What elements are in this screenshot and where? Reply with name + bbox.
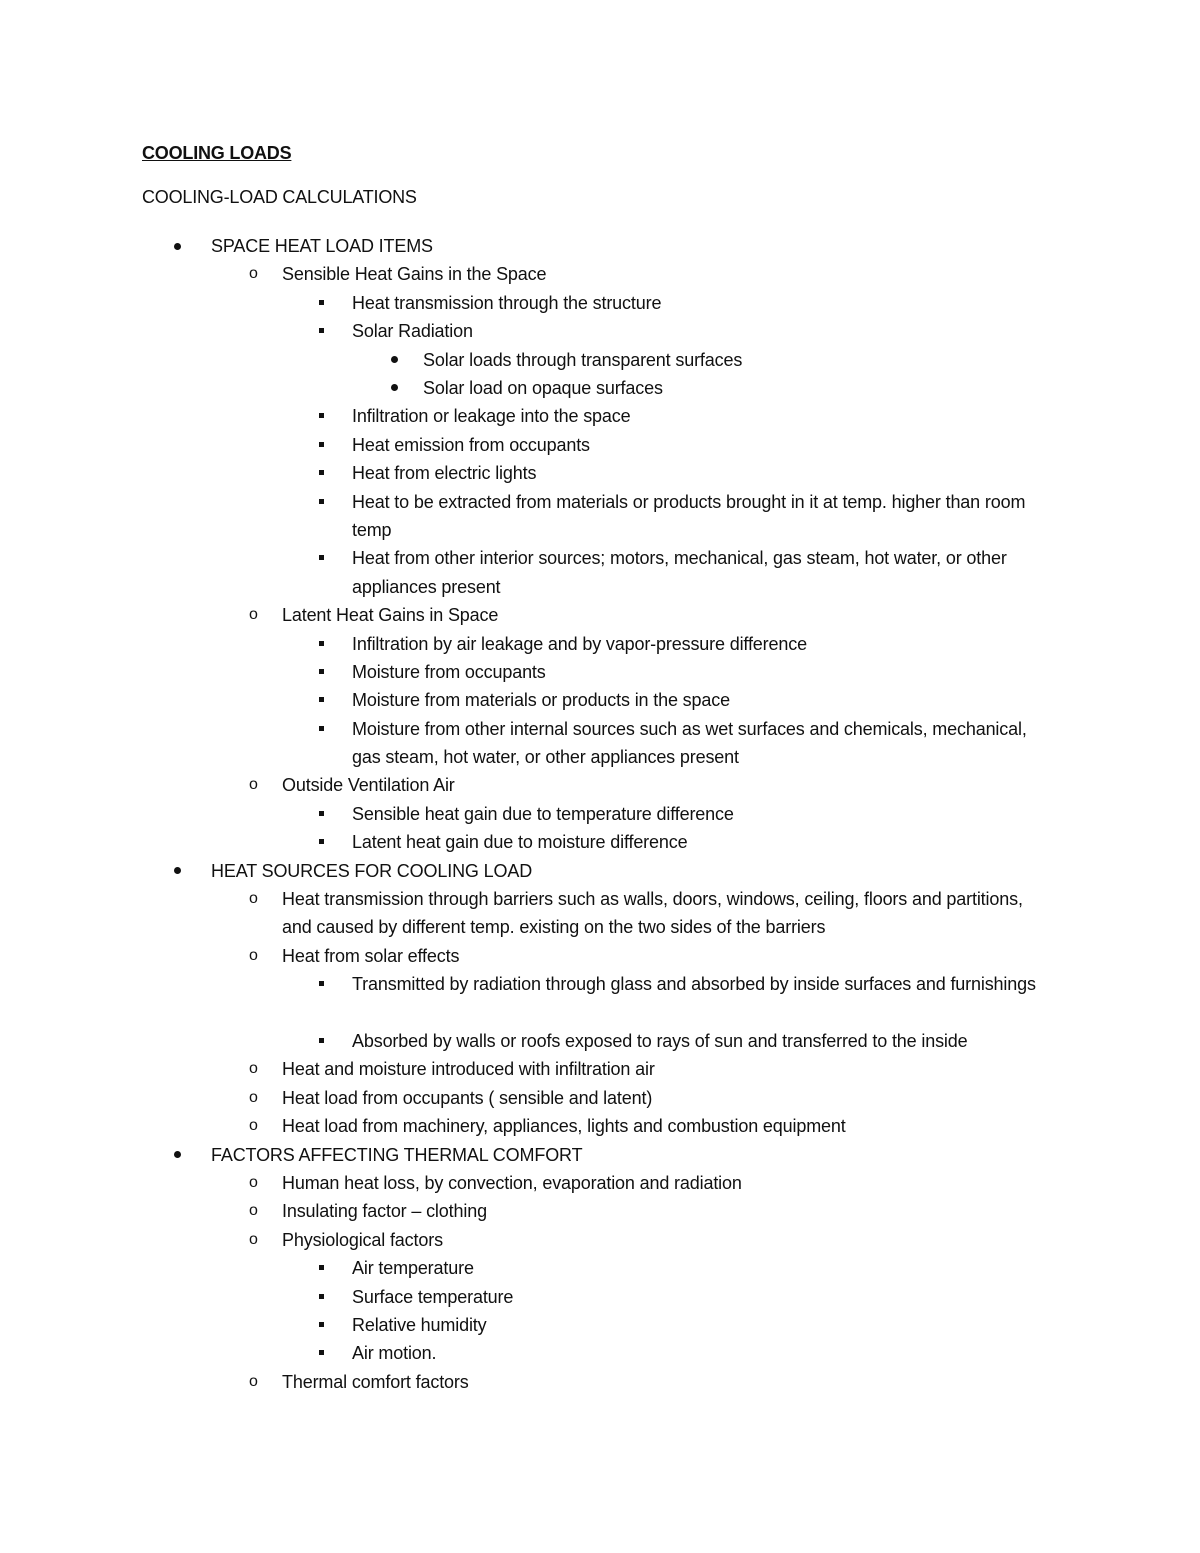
list-item: Infiltration by air leakage and by vapor-pressure difference — [0, 630, 1200, 658]
list-item: o Outside Ventilation Air — [0, 771, 1200, 799]
bullet-square-icon — [319, 715, 325, 743]
list-item: o Latent Heat Gains in Space — [0, 601, 1200, 629]
list-item: Solar load on opaque surfaces — [0, 374, 1200, 402]
list-item: Heat transmission through the structure — [0, 289, 1200, 317]
list-item: Air motion. — [0, 1339, 1200, 1367]
bullet-square-icon — [319, 800, 325, 828]
page-title: COOLING LOADS — [142, 143, 292, 163]
list-item: Moisture from materials or products in the space — [0, 686, 1200, 714]
bullet-disc-icon — [391, 346, 399, 374]
bullet-square-icon — [319, 970, 325, 998]
bullet-square-icon — [319, 686, 325, 714]
list-item: o Heat load from machinery, appliances, lights and combustion equipment — [0, 1112, 1200, 1140]
bullet-disc-icon — [174, 232, 182, 260]
list-item: Latent heat gain due to moisture difference — [0, 828, 1200, 856]
bullet-square-icon — [319, 1339, 325, 1367]
bullet-square-icon — [319, 431, 325, 459]
bullet-square-icon — [319, 1027, 325, 1055]
bullet-circle-icon: o — [249, 606, 258, 624]
bullet-circle-icon: o — [249, 1060, 258, 1078]
list-item: Air temperature — [0, 1254, 1200, 1282]
list-item: Heat to be extracted from materials or products brought in it at temp. higher than room temp — [0, 488, 1200, 545]
list-item: Sensible heat gain due to temperature difference — [0, 800, 1200, 828]
bullet-circle-icon: o — [249, 1372, 258, 1390]
list-item: Infiltration or leakage into the space — [0, 402, 1200, 430]
list-item: FACTORS AFFECTING THERMAL COMFORT — [0, 1141, 1200, 1169]
list-item: Absorbed by walls or roofs exposed to rays of sun and transferred to the inside — [0, 1027, 1200, 1055]
list-item: o Heat from solar effects — [0, 942, 1200, 970]
list-item: Heat from electric lights — [0, 459, 1200, 487]
list-item: Solar Radiation — [0, 317, 1200, 345]
bullet-square-icon — [319, 317, 325, 345]
bullet-square-icon — [319, 488, 325, 516]
bullet-square-icon — [319, 544, 325, 572]
list-item: o Heat and moisture introduced with infiltration air — [0, 1055, 1200, 1083]
bullet-disc-icon — [391, 374, 399, 402]
list-item: o Sensible Heat Gains in the Space — [0, 260, 1200, 288]
list-item: Surface temperature — [0, 1283, 1200, 1311]
outline-list — [0, 232, 1200, 1396]
list-item: Relative humidity — [0, 1311, 1200, 1339]
list-item: Heat emission from occupants — [0, 431, 1200, 459]
list-item: Moisture from occupants — [0, 658, 1200, 686]
bullet-disc-icon — [174, 857, 182, 885]
bullet-square-icon — [319, 1254, 325, 1282]
bullet-square-icon — [319, 828, 325, 856]
bullet-circle-icon: o — [249, 1230, 258, 1248]
list-item: o Insulating factor – clothing — [0, 1197, 1200, 1225]
list-item: o Thermal comfort factors — [0, 1368, 1200, 1396]
bullet-square-icon — [319, 402, 325, 430]
list-item: o Heat transmission through barriers such as walls, doors, windows, ceiling, floors and partitions, and caused by different temp. existing on the two sides of the barriers — [0, 885, 1200, 942]
list-item: o Heat load from occupants ( sensible and latent) — [0, 1084, 1200, 1112]
page-subtitle: COOLING-LOAD CALCULATIONS — [142, 187, 417, 207]
bullet-square-icon — [319, 1311, 325, 1339]
list-item: Solar loads through transparent surfaces — [0, 346, 1200, 374]
bullet-circle-icon: o — [249, 890, 258, 908]
list-item: Heat from other interior sources; motors, mechanical, gas steam, hot water, or other appliances present — [0, 544, 1200, 601]
bullet-circle-icon: o — [249, 946, 258, 964]
bullet-square-icon — [319, 630, 325, 658]
bullet-square-icon — [319, 459, 325, 487]
list-item: o Human heat loss, by convection, evaporation and radiation — [0, 1169, 1200, 1197]
list-item: HEAT SOURCES FOR COOLING LOAD — [0, 857, 1200, 885]
bullet-circle-icon: o — [249, 1117, 258, 1135]
bullet-circle-icon: o — [249, 265, 258, 283]
list-item: Moisture from other internal sources such as wet surfaces and chemicals, mechanical, gas steam, hot water, or other appliances present — [0, 715, 1200, 772]
bullet-circle-icon: o — [249, 776, 258, 794]
bullet-square-icon — [319, 289, 325, 317]
bullet-circle-icon: o — [249, 1202, 258, 1220]
bullet-circle-icon: o — [249, 1173, 258, 1191]
list-item: Transmitted by radiation through glass and absorbed by inside surfaces and furnishings — [0, 970, 1200, 1027]
bullet-circle-icon: o — [249, 1088, 258, 1106]
list-item: o Physiological factors — [0, 1226, 1200, 1254]
bullet-square-icon — [319, 1283, 325, 1311]
list-item: SPACE HEAT LOAD ITEMS — [0, 232, 1200, 260]
bullet-disc-icon — [174, 1141, 182, 1169]
bullet-square-icon — [319, 658, 325, 686]
